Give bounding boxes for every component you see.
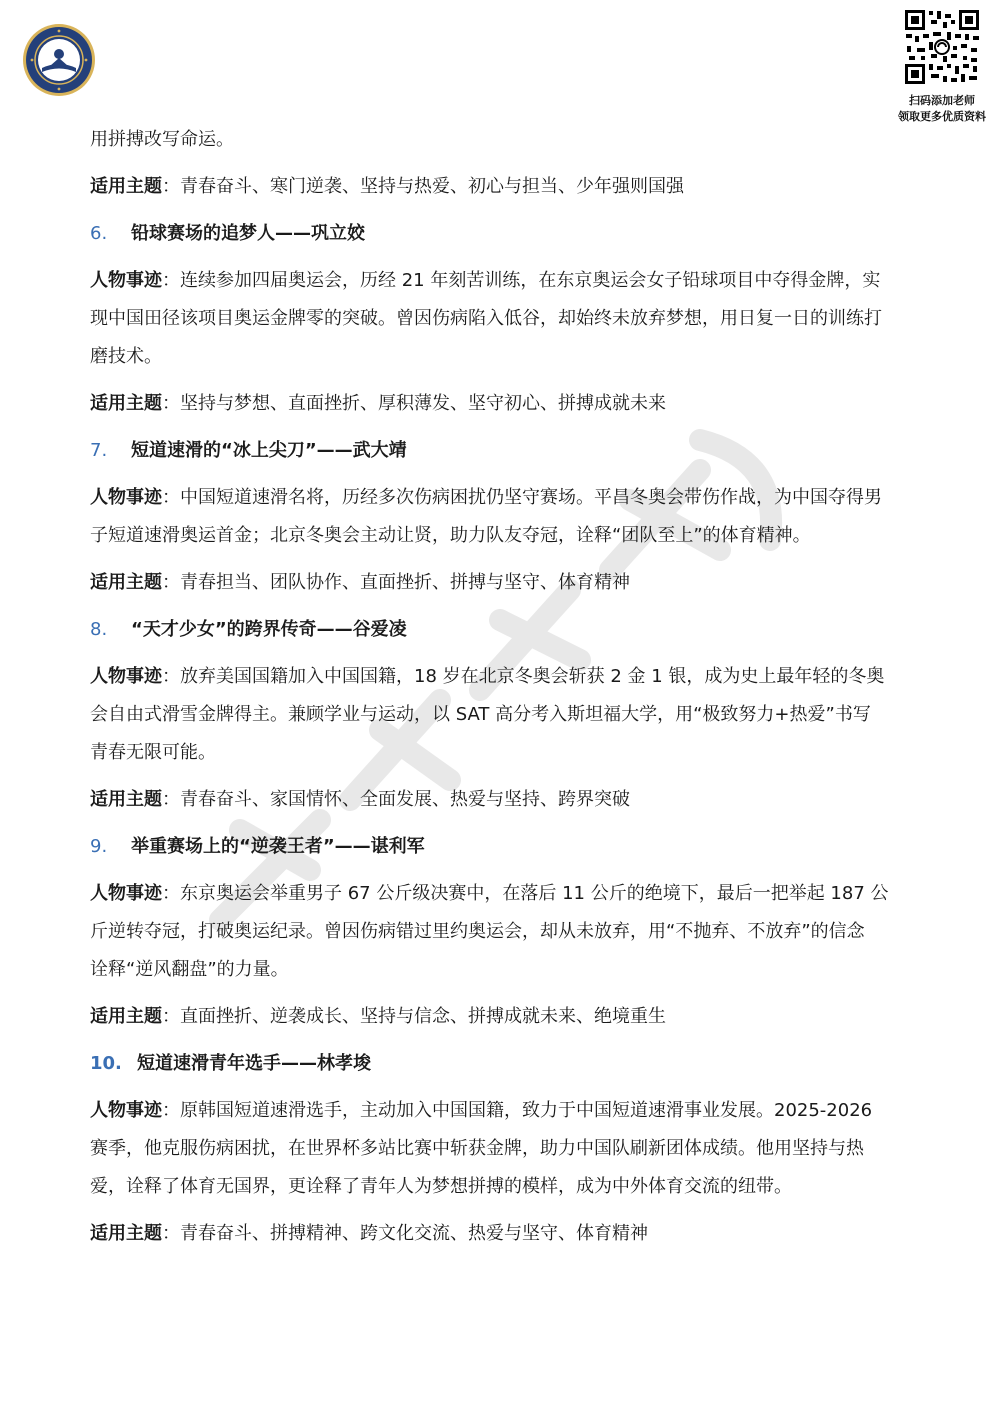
item-themes [90,781,902,819]
intro-paragraph [90,121,902,159]
item-title: 铅球赛场的追梦人——巩立姣 [131,223,365,244]
deeds-line: 中国短道速滑名将，历经多次伤病困扰仍坚守赛场。平昌冬奥会带伤作战，为中国夺得男 [180,487,882,508]
themes-label: 适用主题 [90,1223,162,1244]
deeds-label: 人物事迹 [90,883,162,904]
deeds-line: 青春无限可能。 [90,742,216,763]
themes-text: 青春奋斗、家国情怀、全面发展、热爱与坚持、跨界突破 [180,789,630,810]
colon: ： [162,1006,180,1027]
deeds-line: 现中国田径该项目奥运金牌零的突破。曾因伤病陷入低谷，却始终未放弃梦想，用日复一日的训练打 [90,308,882,329]
school-seal-logo [20,22,98,98]
document-body [90,121,902,1262]
item-heading [90,1045,902,1083]
item-themes [90,998,902,1036]
intro-text: 用拼搏改写命运。 [90,129,234,150]
colon: ： [162,666,180,687]
colon: ： [162,1223,180,1244]
colon: ： [162,1100,180,1121]
deeds-line: 磨技术。 [90,346,162,367]
item-number: 7. [90,440,108,461]
item-deeds [90,262,902,376]
item-deeds [90,479,902,555]
item-themes [90,564,902,602]
item-heading [90,215,902,253]
qr-code [903,8,981,86]
deeds-line: 放弃美国国籍加入中国国籍，18 岁在北京冬奥会斩获 2 金 1 银，成为史上最年轻的冬奥 [180,666,885,687]
item-number: 9. [90,836,108,857]
qr-caption-line-2: 领取更多优质资料 [898,110,986,123]
item-title: 短道速滑的“冰上尖刀”——武大靖 [131,440,407,461]
themes-label: 适用主题 [90,789,162,810]
deeds-line: 诠释“逆风翻盘”的力量。 [90,959,289,980]
item-heading [90,828,902,866]
themes-label: 适用主题 [90,1006,162,1027]
item-number: 8. [90,619,108,640]
deeds-line: 爱，诠释了体育无国界，更诠释了青年人为梦想拼搏的模样，成为中外体育交流的纽带。 [90,1176,792,1197]
deeds-label: 人物事迹 [90,487,162,508]
colon: ： [162,883,180,904]
deeds-line: 斤逆转夺冠，打破奥运纪录。曾因伤病错过里约奥运会，却从未放弃，用“不抛弃、不放弃”的信念 [90,921,865,942]
item-deeds [90,658,902,772]
colon: ： [162,789,180,810]
item-number: 6. [90,223,108,244]
deeds-line: 赛季，他克服伤病困扰，在世界杯多站比赛中斩获金牌，助力中国队刷新团体成绩。他用坚持与热 [90,1138,864,1159]
themes-label: 适用主题 [90,176,162,197]
deeds-line: 子短道速滑奥运首金；北京冬奥会主动让贤，助力队友夺冠，诠释“团队至上”的体育精神。 [90,525,811,546]
deeds-line: 原韩国短道速滑选手，主动加入中国国籍，致力于中国短道速滑事业发展。2025-2026 [180,1100,873,1121]
item-heading [90,611,902,649]
colon: ： [162,572,180,593]
colon: ： [162,393,180,414]
deeds-label: 人物事迹 [90,270,162,291]
item-title: 短道速滑青年选手——林孝埈 [137,1053,371,1074]
themes-label: 适用主题 [90,572,162,593]
item-deeds [90,1092,902,1206]
deeds-label: 人物事迹 [90,666,162,687]
colon: ： [162,487,180,508]
item-deeds [90,875,902,989]
item-heading [90,432,902,470]
themes-text: 直面挫折、逆袭成长、坚持与信念、拼搏成就未来、绝境重生 [180,1006,666,1027]
item-themes [90,385,902,423]
item-title: “天才少女”的跨界传奇——谷爱凌 [131,619,407,640]
item-number: 10. [90,1053,122,1074]
item-themes [90,1215,902,1253]
colon: ： [162,270,180,291]
themes-text: 青春奋斗、拼搏精神、跨文化交流、热爱与坚守、体育精神 [180,1223,648,1244]
deeds-label: 人物事迹 [90,1100,162,1121]
themes-text: 坚持与梦想、直面挫折、厚积薄发、坚守初心、拼搏成就未来 [180,393,666,414]
themes-text: 青春奋斗、寒门逆袭、坚持与热爱、初心与担当、少年强则国强 [180,176,684,197]
qr-caption [890,93,992,125]
item-title: 举重赛场上的“逆袭王者”——谌利军 [131,836,425,857]
intro-themes [90,168,902,206]
colon: ： [162,176,180,197]
deeds-line: 连续参加四届奥运会，历经 21 年刻苦训练，在东京奥运会女子铅球项目中夺得金牌，实 [180,270,881,291]
themes-text: 青春担当、团队协作、直面挫折、拼搏与坚守、体育精神 [180,572,630,593]
themes-label: 适用主题 [90,393,162,414]
deeds-line: 东京奥运会举重男子 67 公斤级决赛中，在落后 11 公斤的绝境下，最后一把举起 187 公 [180,883,889,904]
qr-caption-line-1: 扫码添加老师 [909,94,975,107]
deeds-line: 会自由式滑雪金牌得主。兼顾学业与运动，以 SAT 高分考入斯坦福大学，用“极致努力+热爱”书写 [90,704,871,725]
